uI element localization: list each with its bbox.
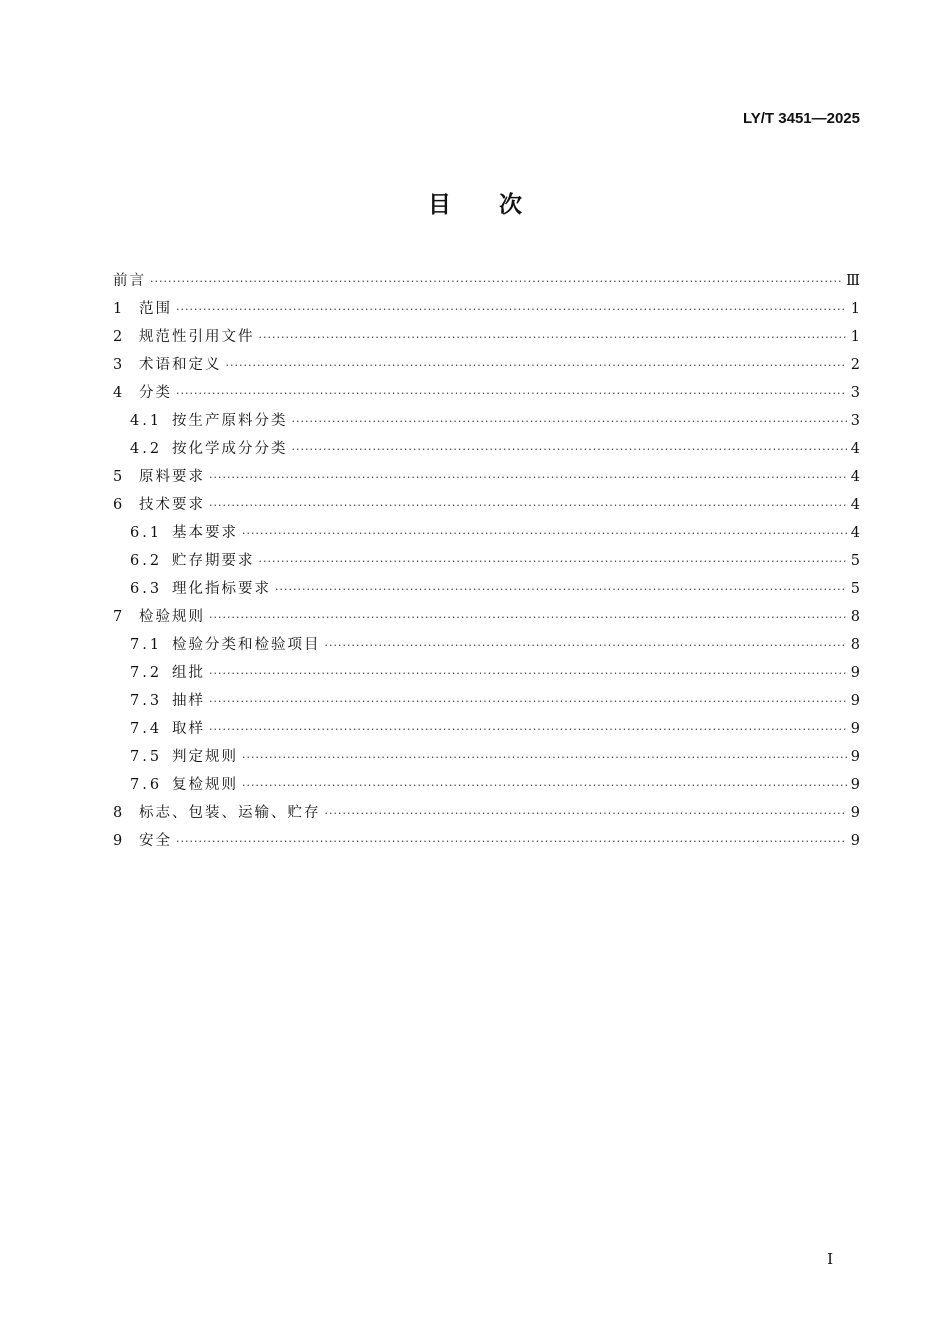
toc-leader-dots [209,604,847,632]
toc-entry-label: 判定规则 [172,749,238,765]
toc-entry[interactable] [113,379,860,407]
toc-entry-label: 原料要求 [139,469,205,485]
toc-entry-label: 标志、包装、运输、贮存 [139,805,321,821]
toc-entry-label: 组批 [172,665,205,681]
toc-leader-dots [242,772,847,800]
toc-entry[interactable] [113,771,860,799]
toc-entry[interactable] [113,323,860,351]
toc-entry-number: 7.1 [130,637,163,653]
table-of-contents [113,267,860,855]
toc-entry[interactable] [113,547,860,575]
toc-entry[interactable] [113,603,860,631]
toc-entry-number: 7.6 [130,777,163,793]
toc-entry-page: 8 [850,609,860,625]
toc-entry-number: 8 [113,805,124,821]
toc-entry[interactable] [113,407,860,435]
toc-entry-number: 7.2 [130,665,163,681]
toc-entry-page: 9 [850,721,860,737]
toc-entry-number: 7.3 [130,693,163,709]
toc-entry-label: 范围 [139,301,172,317]
toc-entry-label: 基本要求 [172,525,238,541]
toc-entry[interactable] [113,491,860,519]
toc-entry[interactable] [113,715,860,743]
toc-entry-number: 5 [113,469,124,485]
page-number: I [827,1250,833,1268]
toc-entry-page: 1 [850,329,860,345]
toc-leader-dots [209,660,847,688]
toc-entry[interactable] [113,827,860,855]
toc-entry-label: 复检规则 [172,777,238,793]
toc-entry-number: 4 [113,385,124,401]
toc-entry-page: 8 [850,637,860,653]
toc-entry-number: 6.2 [130,553,163,569]
toc-entry-page: 9 [850,833,860,849]
toc-entry-page: 9 [850,749,860,765]
toc-entry-number: 7.5 [130,749,163,765]
toc-entry-page: 9 [850,805,860,821]
toc-leader-dots [176,828,847,856]
toc-entry-label: 规范性引用文件 [139,329,255,345]
toc-entry-label: 安全 [139,833,172,849]
toc-entry-page: 5 [850,581,860,597]
toc-title: 目次 [428,192,570,218]
toc-leader-dots [226,352,847,380]
toc-entry-number: 9 [113,833,124,849]
toc-entry-number: 6.1 [130,525,163,541]
toc-entry-label: 检验分类和检验项目 [172,637,321,653]
toc-leader-dots [325,800,847,828]
toc-entry-page: 4 [850,469,860,485]
toc-leader-dots [242,744,847,772]
toc-entry-number: 2 [113,329,124,345]
toc-entry[interactable] [113,351,860,379]
toc-entry[interactable] [113,295,860,323]
toc-entry[interactable] [113,519,860,547]
toc-entry-number: 7.4 [130,721,163,737]
toc-entry-page: 9 [850,693,860,709]
toc-entry-label: 理化指标要求 [172,581,271,597]
toc-entry-page: 1 [850,301,860,317]
toc-leader-dots [176,296,847,324]
toc-entry-page: Ⅲ [846,273,860,289]
toc-entry-page: 4 [850,497,860,513]
toc-leader-dots [292,408,847,436]
toc-leader-dots [292,436,847,464]
toc-leader-dots [209,716,847,744]
toc-entry[interactable] [113,687,860,715]
toc-entry-label: 分类 [139,385,172,401]
toc-entry-number: 3 [113,357,124,373]
toc-entry-number: 7 [113,609,124,625]
toc-entry-label: 检验规则 [139,609,205,625]
toc-entry[interactable] [113,659,860,687]
toc-leader-dots [259,324,847,352]
toc-leader-dots [325,632,847,660]
toc-entry[interactable] [113,799,860,827]
toc-entry-label: 贮存期要求 [172,553,255,569]
toc-leader-dots [150,268,842,296]
toc-entry-page: 9 [850,665,860,681]
toc-entry[interactable] [113,743,860,771]
toc-entry-label: 术语和定义 [139,357,222,373]
toc-entry-page: 3 [850,413,860,429]
toc-entry[interactable] [113,435,860,463]
toc-entry[interactable] [113,631,860,659]
toc-entry-number: 6 [113,497,124,513]
toc-leader-dots [275,576,847,604]
toc-entry-page: 9 [850,777,860,793]
toc-entry-page: 3 [850,385,860,401]
toc-leader-dots [259,548,847,576]
standard-code: LY/T 3451—2025 [742,110,860,127]
toc-entry-label: 前言 [113,273,146,289]
toc-entry-number: 1 [113,301,124,317]
toc-entry[interactable] [113,463,860,491]
toc-entry-number: 4.2 [130,441,163,457]
toc-leader-dots [176,380,847,408]
toc-entry-page: 2 [850,357,860,373]
toc-leader-dots [209,464,847,492]
toc-entry[interactable] [113,267,860,295]
toc-leader-dots [209,688,847,716]
toc-leader-dots [242,520,847,548]
toc-entry-label: 按化学成分分类 [172,441,288,457]
toc-entry-page: 5 [850,553,860,569]
toc-entry-label: 抽样 [172,693,205,709]
toc-entry-label: 技术要求 [139,497,205,513]
toc-entry[interactable] [113,575,860,603]
toc-entry-label: 按生产原料分类 [172,413,288,429]
toc-entry-page: 4 [850,525,860,541]
toc-entry-label: 取样 [172,721,205,737]
toc-entry-number: 6.3 [130,581,163,597]
toc-entry-page: 4 [850,441,860,457]
toc-leader-dots [209,492,847,520]
toc-entry-number: 4.1 [130,413,163,429]
